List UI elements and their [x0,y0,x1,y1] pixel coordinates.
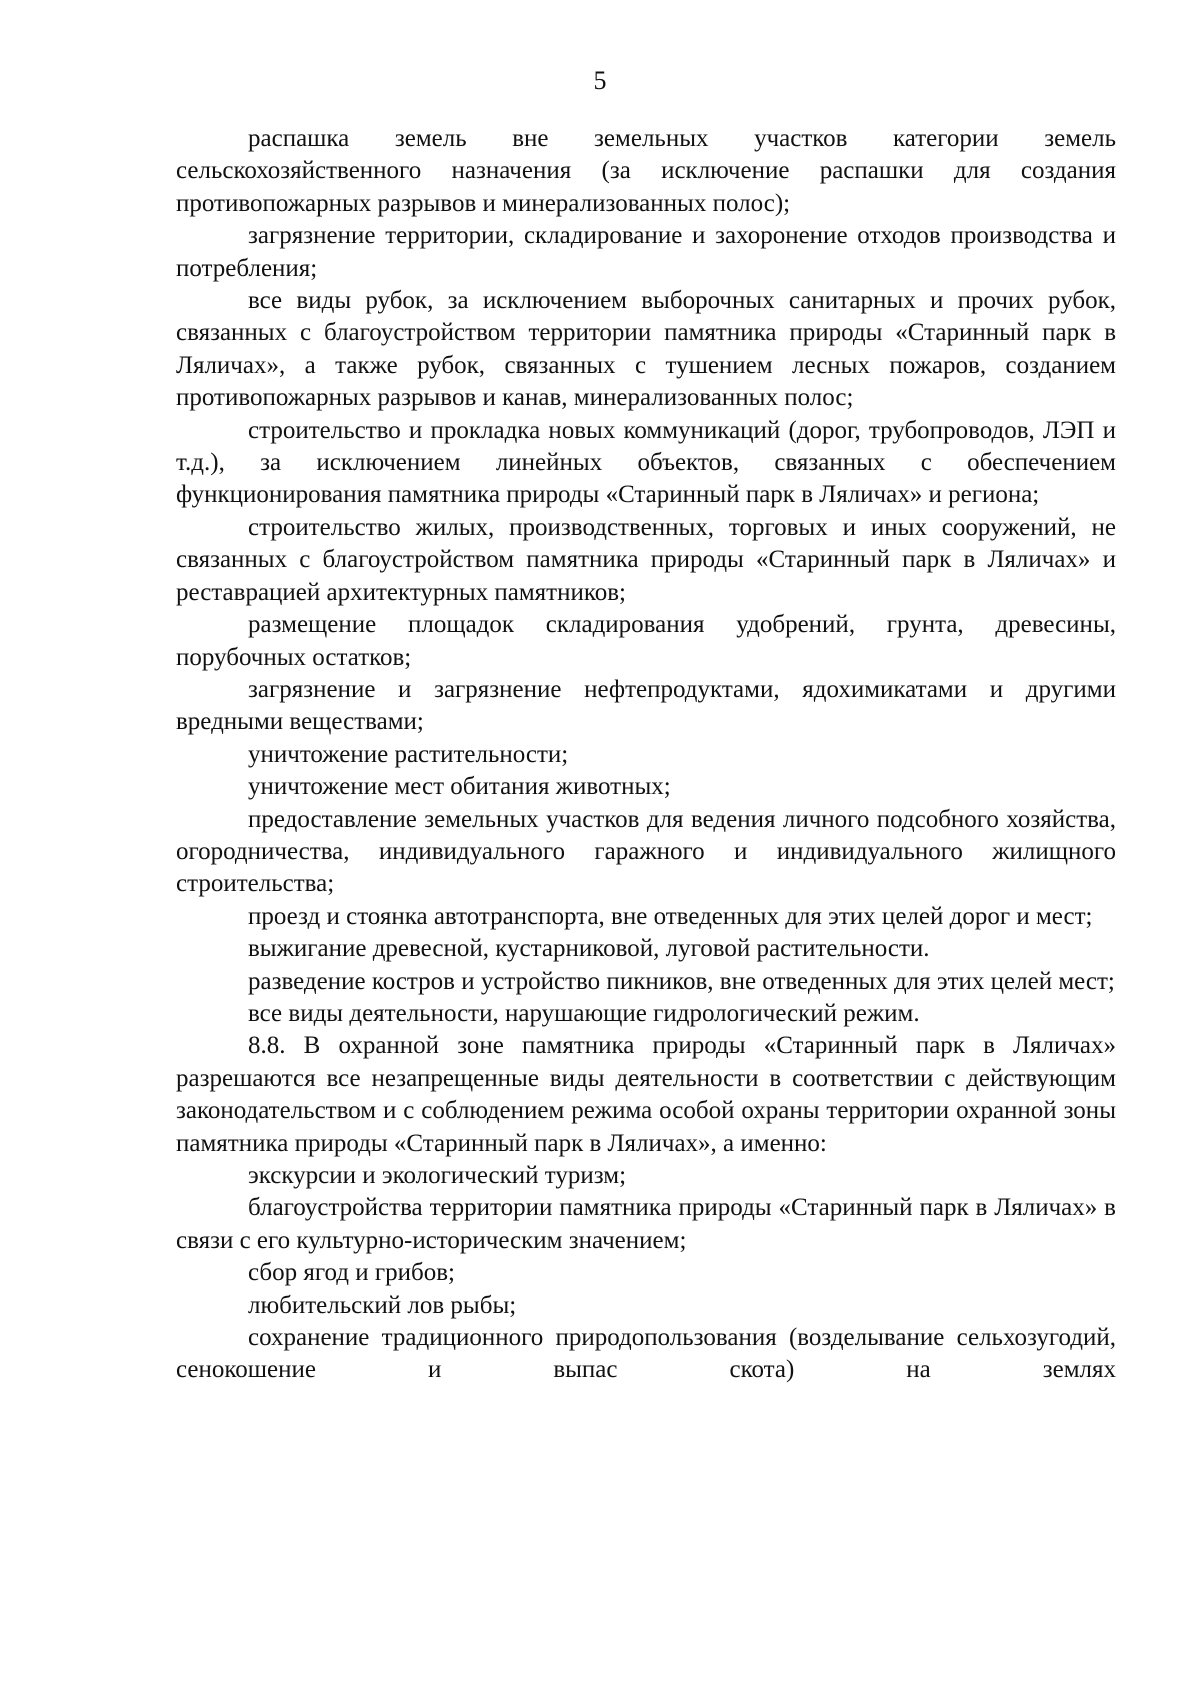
list-item-land-allocation: предоставление земельных участков для ведения личного подсобного хозяйства, огородничества, индивидуального гаражного и индивидуального жилищного строительства; [176,805,1116,898]
list-item-communications: строительство и прокладка новых коммуникаций (дорог, трубопроводов, ЛЭП и т.д.), за исключением линейных объектов, связанных с обеспечением функционирования памятника природы «Старинный парк в Ляличах» и региона; [176,416,1116,509]
list-item-vegetation-destruction: уничтожение растительности; [248,740,569,768]
list-item-burning: выжигание древесной, кустарниковой, луговой растительности. [248,935,930,963]
list-item-excursions: экскурсии и экологический туризм; [248,1162,627,1189]
list-item-fishing: любительский лов рыбы; [248,1291,517,1319]
list-item-berries-mushrooms: сбор ягод и грибов; [248,1259,455,1287]
document-body [176,123,1116,1387]
list-item-logging: все виды рубок, за исключением выборочных санитарных и прочих рубок, связанных с благоустройством территории памятника природы «Старинный парк в Ляличах», а также рубок, связанных с тушением лесных пожаров, созданием противопожарных разрывов и канав, минерализованных полос; [176,287,1116,412]
list-item-construction: строительство жилых, производственных, торговых и иных сооружений, не связанных с благоустройством памятника природы «Старинный парк в Ляличах» и реставрацией архитектурных памятников; [176,513,1116,606]
page-number: 5 [593,66,607,95]
list-item-campfires: разведение костров и устройство пикников, вне отведенных для этих целей мест; [248,967,1115,995]
list-item-landscaping: благоустройства территории памятника природы «Старинный парк в Ляличах» в связи с его культурно-историческим значением; [176,1194,1116,1254]
list-item-vehicle-parking: проезд и стоянка автотранспорта, вне отведенных для этих целей дорог и мест; [248,902,1093,930]
list-item-pollution-waste: загрязнение территории, складирование и захоронение отходов производства и потребления; [176,222,1116,282]
list-item-storage-sites: размещение площадок складирования удобрений, грунта, древесины, порубочных остатков; [176,611,1116,671]
list-item-traditional-use: сохранение традиционного природопользования (возделывание сельхозугодий, сенокошение и выпас скота) на землях [176,1324,1116,1384]
list-item-habitat-destruction: уничтожение мест обитания животных; [248,773,671,801]
section-8-8: 8.8. В охранной зоне памятника природы «Старинный парк в Ляличах» разрешаются все незапрещенные виды деятельности в соответствии с действующим законодательством и с соблюдением режима особой охраны территории охранной зоны памятника природы «Старинный парк в Ляличах», а именно: [176,1032,1116,1157]
list-item-hydrology: все виды деятельности, нарушающие гидрологический режим. [248,999,920,1027]
list-item-plowing: распашка земель вне земельных участков категории земель сельскохозяйственного назначения (за исключение распашки для создания противопожарных разрывов и минерализованных полос); [176,125,1116,217]
list-item-chemical-pollution: загрязнение и загрязнение нефтепродуктами, ядохимикатами и другими вредными веществами; [176,675,1116,736]
